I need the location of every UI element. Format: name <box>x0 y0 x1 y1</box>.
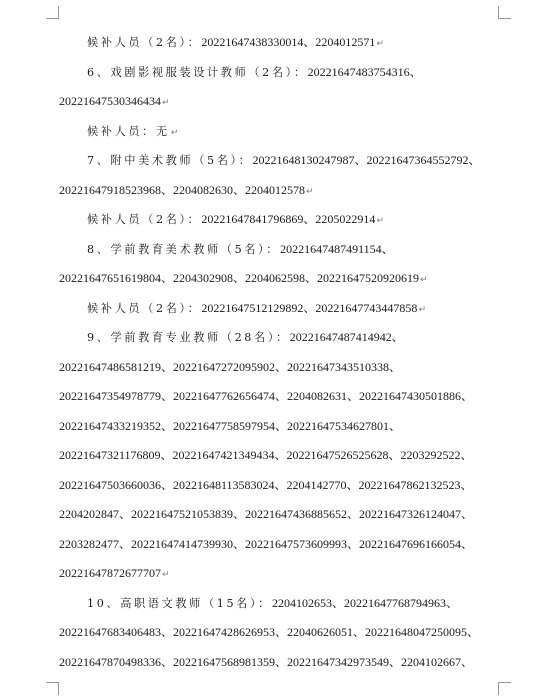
paragraph-line <box>59 294 511 324</box>
paragraph-mark-icon: ↵ <box>162 98 170 108</box>
paragraph-line <box>59 264 511 294</box>
candidate-ids: 20221647651619804、2204302908、2204062598、20221647520920619 <box>59 271 420 285</box>
line-label: 8、学前教育美术教师（5名）： <box>87 242 281 256</box>
paragraph-line <box>59 28 511 58</box>
paragraph-line <box>59 618 511 648</box>
paragraph-line <box>59 530 511 560</box>
paragraph-line <box>59 117 511 147</box>
paragraph-mark-icon: ↵ <box>170 127 179 138</box>
candidate-ids: 2203282477、20221647414739930、20221647573609993、20221647696166054、 <box>59 536 474 551</box>
paragraph-line <box>59 235 511 265</box>
paragraph-mark-icon: ↵ <box>306 186 314 197</box>
paragraph-line <box>59 146 511 176</box>
candidate-ids: 20221647503660036、20221648113583024、2204142770、20221647862132523、 <box>59 477 473 492</box>
paragraph-line <box>59 58 511 88</box>
paragraph-line <box>59 500 511 530</box>
candidate-ids: 20221647433219352、20221647758597954、20221647534627801、 <box>59 418 402 433</box>
paragraph-line <box>59 412 511 442</box>
line-label: 候补人员（2名）： <box>87 36 202 49</box>
paragraph-mark-icon: ↵ <box>376 216 384 226</box>
paragraph-mark-icon: ↵ <box>162 570 170 580</box>
candidate-ids: 20221647841796869、2205022914 <box>201 212 376 226</box>
candidate-ids: 20221647512129892、20221647743447858 <box>201 300 418 315</box>
crop-mark-bottom-left <box>46 682 59 695</box>
crop-mark-top-right <box>498 6 511 19</box>
paragraph-line <box>59 205 511 235</box>
line-label: 6、戏剧影视服装设计教师（2名）： <box>87 65 308 79</box>
candidate-ids: 20221647530346434 <box>59 94 161 108</box>
candidate-ids: 20221647354978779、20221647762656474、2204082631、20221647430501886、 <box>59 389 474 403</box>
paragraph-line <box>59 87 511 117</box>
line-label: 候补人员（2名）： <box>87 213 202 226</box>
paragraph-mark-icon: ↵ <box>420 275 428 285</box>
crop-mark-bottom-right <box>498 682 511 695</box>
line-label: 候补人员（2名）： <box>87 301 202 315</box>
line-label: 7、附中美术教师（5名）： <box>87 154 253 167</box>
line-label: 9、学前教育专业教师（28名）： <box>87 331 290 344</box>
paragraph-line <box>59 382 511 412</box>
candidate-ids: 20221647321176809、20221647421349434、20221647526525628、2203292522、 <box>59 448 473 462</box>
paragraph-line <box>59 589 511 619</box>
candidate-ids: 20221647918523968、2204082630、2204012578 <box>59 182 306 197</box>
paragraph-line <box>59 323 511 353</box>
line-label: 候补人员：无 <box>87 124 170 138</box>
paragraph-line <box>59 559 511 589</box>
candidate-ids: 20221647872677707 <box>59 566 161 580</box>
paragraph-mark-icon: ↵ <box>376 39 384 49</box>
candidate-ids: 20221647870498336、20221647568981359、20221647342973549、2204102667、 <box>59 654 474 669</box>
paragraph-mark-icon: ↵ <box>418 304 426 315</box>
paragraph-line <box>59 176 511 206</box>
candidate-ids: 20221647486581219、20221647272095902、20221647343510338、 <box>59 359 402 374</box>
candidate-ids: 20221647487491154、 <box>280 241 394 256</box>
candidate-ids: 20221647683406483、20221647428626953、22040626051、20221648047250095、 <box>59 625 480 639</box>
candidate-ids: 2204102653、20221647768794963、 <box>271 595 458 610</box>
candidate-ids: 20221647483754316、 <box>307 64 422 79</box>
candidate-ids: 20221647438330014、2204012571 <box>201 35 376 49</box>
candidate-ids: 2204202847、20221647521053839、20221647436885652、20221647326124047、 <box>59 507 474 521</box>
document-body[interactable] <box>59 28 511 677</box>
paragraph-line <box>59 471 511 501</box>
paragraph-line <box>59 648 511 678</box>
paragraph-line <box>59 441 511 471</box>
crop-mark-top-left <box>46 6 59 19</box>
paragraph-line <box>59 353 511 383</box>
candidate-ids: 20221647487414942、 <box>289 330 404 344</box>
candidate-ids: 20221648130247987、20221647364552792、 <box>252 153 481 167</box>
line-label: 10、高职语文教师（15名）： <box>87 596 272 610</box>
